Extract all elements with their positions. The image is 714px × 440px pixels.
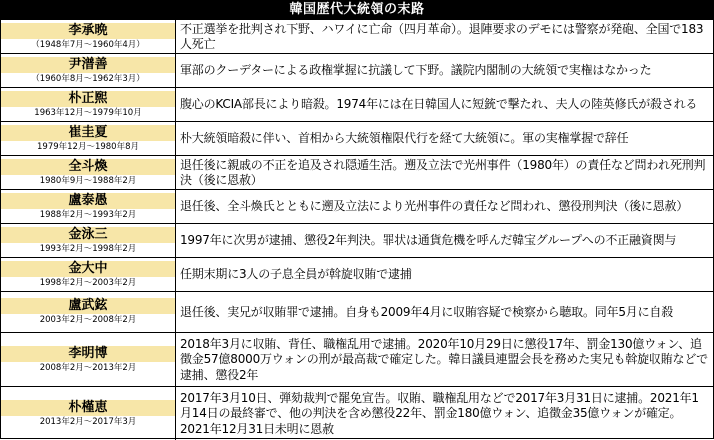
name-cell [1, 156, 176, 189]
table-row [1, 386, 713, 440]
fate-cell [176, 292, 713, 332]
fate-cell [176, 387, 713, 440]
name-cell [1, 333, 176, 386]
table-row [1, 121, 713, 155]
table-row [1, 332, 713, 386]
president-name: 盧武鉉 [1, 298, 175, 314]
name-cell [1, 20, 176, 53]
name-cell [1, 122, 176, 155]
president-name: 朴槿恵 [1, 400, 175, 416]
term-period: 2008年2月～2013年2月 [39, 362, 137, 373]
name-cell [1, 292, 176, 332]
fate-text: 2017年3月10日、弾劾裁判で罷免宣告。収賄、職権乱用などで2017年3月31日に逮捕。2021年1月14日の最終審で、他の判決を含め懲役22年、罰金180億ウォン、追徴金35億ウォンが確定。2021年12月31日未明に恩赦 [180, 390, 699, 436]
term-period: 1979年12月～1980年8月 [37, 141, 139, 152]
table-row [1, 291, 713, 332]
fate-cell [176, 156, 713, 189]
fate-cell [176, 88, 713, 121]
name-cell [1, 387, 176, 440]
fate-cell [176, 258, 713, 291]
president-name: 李明博 [1, 346, 175, 362]
fate-cell [176, 224, 713, 257]
fate-text: 軍部のクーデターによる政権掌握に抗議して下野。議院内閣制の大統領で実権はなかった [180, 63, 652, 78]
fate-text: 1997年に次男が逮捕、懲役2年判決。罪状は通貨危機を呼んだ韓宝グループへの不正融資関与 [180, 233, 677, 248]
table-row [1, 257, 713, 291]
president-name: 崔圭夏 [1, 125, 175, 141]
fate-cell [176, 190, 713, 223]
table-row [1, 53, 713, 87]
name-cell [1, 88, 176, 121]
term-period: 1998年2月～2003年2月 [39, 277, 137, 288]
name-cell [1, 190, 176, 223]
president-name: 全斗煥 [1, 159, 175, 175]
table-row [1, 189, 713, 223]
fate-text: 朴大統領暗殺に伴い、首相から大統領権限代行を経て大統領に。軍の実権掌握で辞任 [180, 131, 629, 146]
term-period: 2013年2月～2017年3月 [39, 416, 137, 427]
fate-cell [176, 20, 713, 53]
term-period: （1948年7月～1960年4月） [31, 39, 145, 50]
president-name: 金大中 [1, 261, 175, 277]
term-period: 2003年2月～2008年2月 [39, 315, 137, 325]
table-row [1, 155, 713, 189]
fate-text: 退任後、実兄が収賄罪で逮捕。自身も2009年4月に収賄容疑で検察から聴取。同年5月に自殺 [180, 304, 674, 319]
name-cell [1, 258, 176, 291]
term-period: 1963年12月～1979年10月 [34, 107, 142, 118]
fate-cell [176, 122, 713, 155]
fate-text: 2018年3月に収賄、背任、職権乱用で逮捕。2020年10月29日に懲役17年、罰金130億ウォン、追徴金57億8000万ウォンの刑が最高裁で確定した。韓日議員連盟会長を務めた実兄も斡旋収賄などで逮捕、懲役2年 [180, 336, 708, 382]
fate-text: 不正選挙を批判され下野、ハワイに亡命（四月革命）。退陣要求のデモには警察が発砲、全国で183人死亡 [180, 21, 704, 51]
fate-cell [176, 333, 713, 386]
term-period: 1993年2月～1998年2月 [39, 243, 137, 254]
term-period: （1960年8月～1962年3月） [31, 73, 145, 84]
name-cell [1, 224, 176, 257]
term-period: 1988年2月～1993年2月 [39, 209, 137, 220]
president-name: 李承晩 [1, 23, 175, 39]
term-period: 1980年9月～1988年2月 [39, 175, 137, 186]
name-cell [1, 54, 176, 87]
president-name: 金泳三 [1, 227, 175, 243]
fate-text: 退任後に親戚の不正を追及され隠遁生活。遡及立法で光州事件（1980年）の責任など問われ死刑判決（後に恩赦） [180, 157, 706, 187]
president-name: 尹潽善 [1, 57, 175, 73]
table-row [1, 87, 713, 121]
table-row [1, 223, 713, 257]
fate-text: 腹心のKCIA部長により暗殺。1974年には在日韓国人に短銃で撃たれ、夫人の陸英修氏が殺される [180, 97, 698, 112]
fate-text: 任期末期に3人の子息全員が斡旋収賄で逮捕 [180, 267, 412, 282]
president-name: 盧泰愚 [1, 193, 175, 209]
table-row [1, 19, 713, 53]
fate-text: 退任後、全斗煥氏とともに遡及立法により光州事件の責任など問われ、懲役刑判決（後に恩赦） [180, 199, 689, 214]
president-name: 朴正煕 [1, 91, 175, 107]
fate-cell [176, 54, 713, 87]
table-title: 韓国歴代大統領の末路 [1, 1, 713, 19]
